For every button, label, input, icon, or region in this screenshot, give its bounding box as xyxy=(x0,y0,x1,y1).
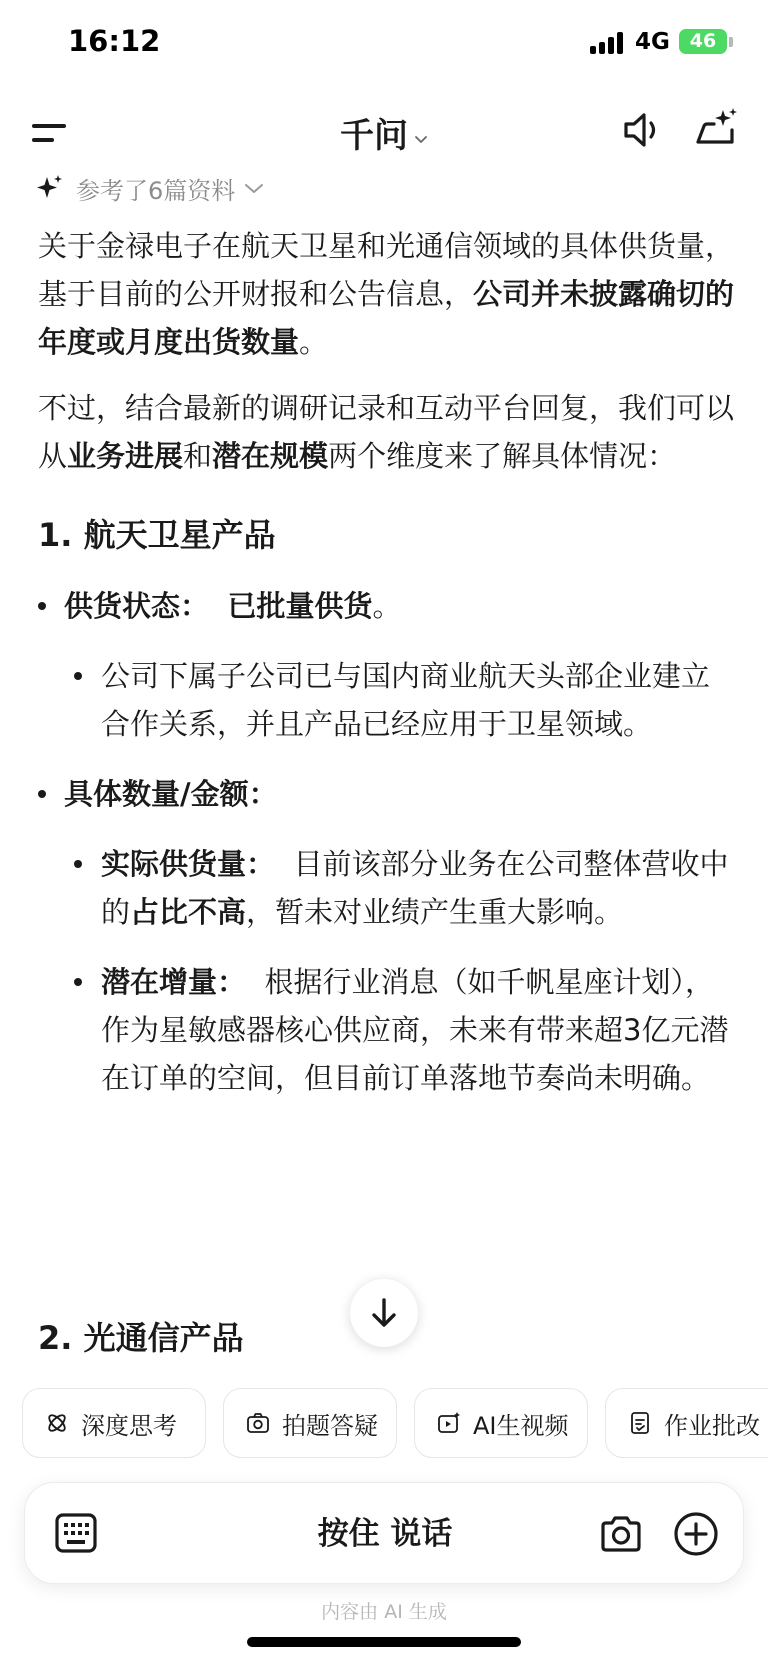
ai-disclaimer: 内容由 AI 生成 xyxy=(321,1601,447,1623)
quick-actions xyxy=(22,1388,768,1458)
chip-deep-think[interactable]: 深度思考 xyxy=(22,1388,206,1458)
voice-input-bar xyxy=(24,1482,744,1584)
homework-icon xyxy=(628,1411,652,1435)
sparkle-icon xyxy=(36,174,64,202)
status-bar xyxy=(0,0,768,84)
intro-paragraph: 关于金禄电子在航天卫星和光通信领域的具体供货量，基于目前的公开财报和公告信息，公司并未披露确切的年度或月度出货数量。 xyxy=(38,229,735,359)
dimension-paragraph: 不过，结合最新的调研记录和互动平台回复，我们可以从业务进展和潜在规模两个维度来了解具体情况： xyxy=(38,391,735,473)
new-chat-icon[interactable] xyxy=(692,104,740,152)
hold-to-talk-button[interactable]: 按住 说话 xyxy=(317,1516,453,1552)
chip-photo-question[interactable]: 拍题答疑 xyxy=(223,1388,397,1458)
section-heading: 2. 光通信产品 xyxy=(38,1319,244,1357)
list-item: 供货状态： 已批量供货。 xyxy=(38,582,738,630)
references-toggle[interactable] xyxy=(36,168,265,208)
chevron-down-icon xyxy=(414,132,428,146)
home-indicator[interactable] xyxy=(247,1637,521,1647)
camera-icon[interactable] xyxy=(599,1512,643,1556)
chip-ai-video[interactable]: AI生视频 xyxy=(414,1388,588,1458)
scroll-to-bottom-button[interactable] xyxy=(350,1279,418,1347)
keyboard-icon[interactable] xyxy=(55,1513,97,1553)
list-item: 具体数量/金额： xyxy=(38,770,738,818)
chevron-down-icon xyxy=(243,181,265,195)
list-item: 潜在增量： 根据行业消息（如千帆星座计划），作为星敏感器核心供应商，未来有带来超3亿元潜在订单的空间，但目前订单落地节奏尚未明确。 xyxy=(38,958,738,1102)
battery-icon xyxy=(679,29,727,54)
section-heading: 1. 航天卫星产品 xyxy=(38,516,276,554)
deep-think-icon xyxy=(45,1411,69,1435)
list-item: 公司下属子公司已与国内商业航天头部企业建立合作关系，并且产品已经应用于卫星领域。 xyxy=(38,652,738,748)
app-header xyxy=(0,92,768,170)
plus-icon[interactable] xyxy=(673,1511,719,1557)
chip-homework[interactable]: 作业批改 xyxy=(605,1388,768,1458)
list-item: 实际供货量： 目前该部分业务在公司整体营收中的占比不高，暂未对业绩产生重大影响。 xyxy=(38,840,738,936)
app-title: 千问 xyxy=(340,116,408,156)
signal-icon xyxy=(590,32,624,54)
references-label: 参考了6篇资料 xyxy=(76,176,236,205)
battery-level: 46 xyxy=(689,30,717,52)
answer-content xyxy=(38,222,738,1124)
speaker-icon[interactable] xyxy=(618,106,666,154)
arrow-down-icon xyxy=(370,1297,398,1329)
battery-tip xyxy=(729,37,733,47)
network-label: 4G xyxy=(635,29,670,55)
ai-video-icon xyxy=(437,1411,461,1435)
photo-question-icon xyxy=(246,1411,270,1435)
status-time: 16:12 xyxy=(68,24,161,58)
